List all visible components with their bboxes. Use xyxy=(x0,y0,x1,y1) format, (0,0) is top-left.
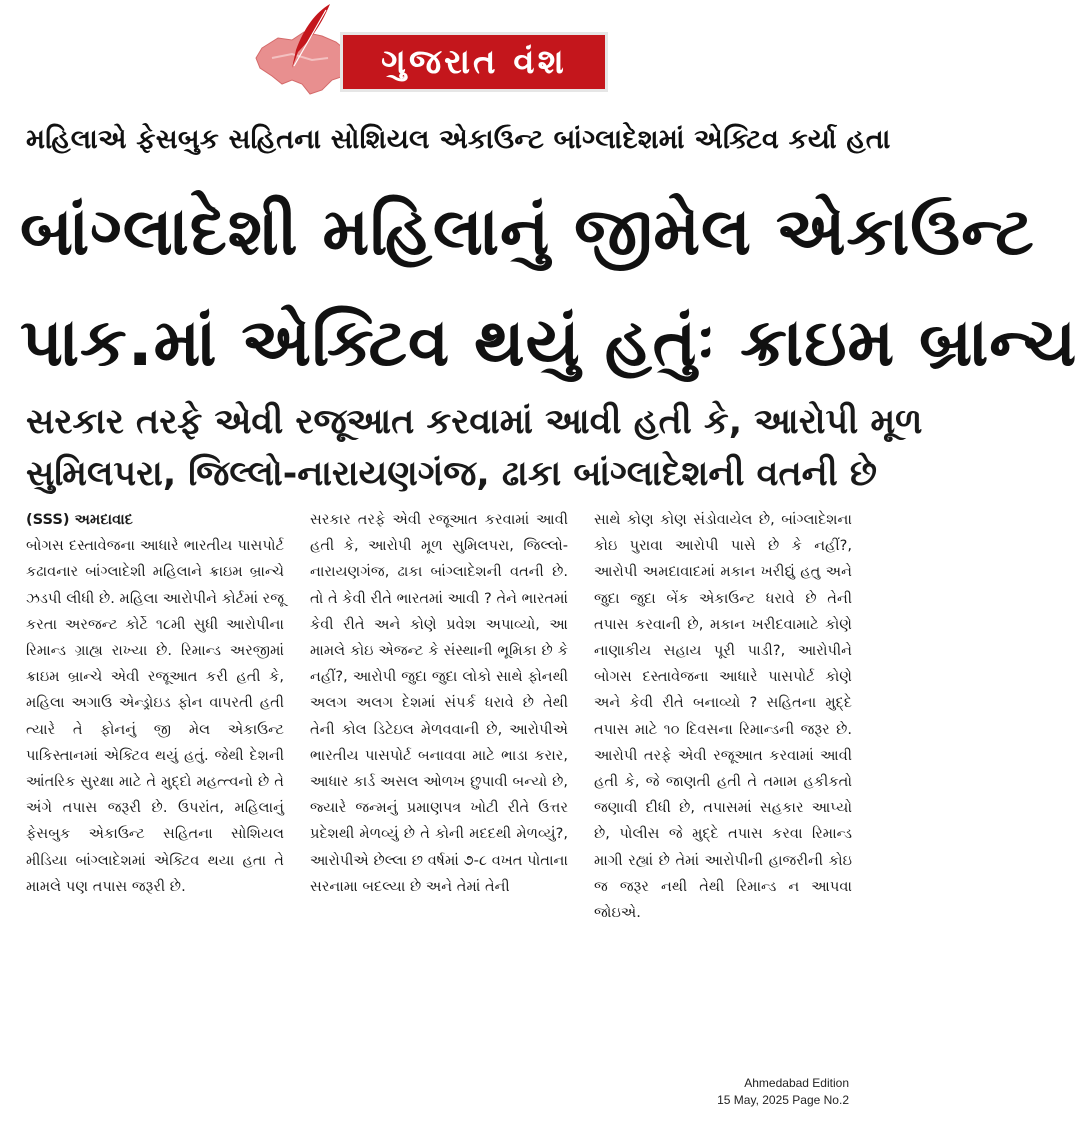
article-column-1 xyxy=(26,507,285,895)
edition-info xyxy=(717,1075,849,1109)
masthead xyxy=(0,0,859,108)
brand-logo xyxy=(340,32,608,92)
edition-name: Ahmedabad Edition xyxy=(744,1076,849,1090)
subhead-line-2: સુમિલપરા, જિલ્લો-નારાયણગંજ, ઢાકા બાંગ્લાદેશની વતની છે xyxy=(26,454,877,494)
column-2-text: સરકાર તરફે એવી રજૂઆત કરવામાં આવી હતી કે, આરોપી મૂળ સુમિલપરા, જિલ્લો-નારાયણગંજ, ઢાકા બાંગ્લાદેશની વતની છે. તો તે કેવી રીતે ભારતમાં આવી ? તેને ભારતમાં કેવી રીતે અને કોણે પ્રવેશ અપાવ્યો, આ મામલે કોઇ એજન્ટ કે સંસ્થાની ભૂમિકા છે કે નહીં?, આરોપી જુદા જુદા લોકો સાથે ફોનથી અલગ અલગ દેશમાં સંપર્ક ધરાવે છે તેથી તેની કોલ ડિટેઇલ મેળવવાની છે, આરોપીએ ભારતીય પાસપોર્ટ બનાવવા માટે ભાડા કરાર, આધાર કાર્ડ અસલ ઓળખ છુપાવી બન્યો છે, જ્યારે જન્મનું પ્રમાણપત્ર ખોટી રીતે ઉત્તર પ્રદેશથી મેળવ્યું છે તે કોની મદદથી મેળવ્યું?, આરોપીએ છેલ્લા છ વર્ષમાં ૭-૮ વખત પોતાના સરનામા બદલ્યા છે અને તેમાં તેની xyxy=(310,511,568,895)
article-column-3 xyxy=(594,507,852,922)
column-1-text: બોગસ દસ્તાવેજના આધારે ભારતીય પાસપોર્ટ કઢાવનાર બાંગ્લાદેશી મહિલાને ક્રાઇમ બ્રાન્ચે ઝડપી લીધી છે. મહિલા આરોપીને કોર્ટમાં રજૂ કરતા અરજન્ટ કોર્ટે ૧૮મી સુધી આરોપીના રિમાન્ડ ગ્રાહ્ય રાખ્યા છે. રિમાન્ડ અરજીમાં ક્રાઇમ બ્રાન્ચે એવી રજૂઆત કરી હતી કે, મહિલા અગાઉ એન્ડ્રોઇડ ફોન વાપરતી હતી ત્યારે તે ફોનનું જી મેલ એકાઉન્ટ પાકિસ્તાનમાં એક્ટિવ થયું હતું. જેથી દેશની આંતરિક સુરક્ષા માટે તે મુદ્દો મહત્ત્વનો છે તે અંગે તપાસ જરૂરી છે. ઉપરાંત, મહિલાનું ફેસબુક એકાઉન્ટ સહિતના સોશિયલ મીડિયા બાંગ્લાદેશમાં એક્ટિવ થયા હતા તે મામલે પણ તપાસ જરૂરી છે. xyxy=(26,537,285,895)
subhead-line-1: સરકાર તરફે એવી રજૂઆત કરવામાં આવી હતી કે, આરોપી મૂળ xyxy=(26,402,923,442)
article-body xyxy=(26,507,852,922)
brand-name: ગુજરાત વંશ xyxy=(381,42,567,82)
headline-line-2: પાક.માં એક્ટિવ થયું હતુંઃ ક્રાઇમ બ્રાન્ચ xyxy=(20,304,1077,381)
column-3-text: સાથે કોણ કોણ સંડોવાયેલ છે, બાંગ્લાદેશના કોઇ પુરાવા આરોપી પાસે છે કે નહીં?, આરોપી અમદાવાદમાં મકાન ખરીદ્યું હતુ અને જુદા જુદા બેંક એકાઉન્ટ ધરાવે છે તેની તપાસ કરવાની છે, મકાન ખરીદવામાટે કોણે નાણાકીય સહાય પૂરી પાડી?, આરોપીને બોગસ દસ્તાવેજના આધારે પાસપોર્ટ કોણે અને કેવી રીતે બનાવ્યો ? સહિતના મુદ્દે તપાસ માટે ૧૦ દિવસના રિમાન્ડની જરૂર છે. આરોપી તરફે એવી રજૂઆત કરવામાં આવી હતી કે, જે જાણતી હતી તે તમામ હકીકતો જણાવી દીધી છે, તપાસમાં સહકાર આપ્યો છે, પોલીસ જે મુદ્દે તપાસ કરવા રિમાન્ડ માગી રહ્યાં છે તેમાં આરોપીની હાજરીની કોઇ જ જરૂર નથી તેથી રિમાન્ડ ન આપવા જોઇએ. xyxy=(594,511,852,922)
article-column-2 xyxy=(310,507,568,895)
byline: (SSS) અમદાવાદ xyxy=(26,511,133,528)
quill-feather-icon xyxy=(286,2,336,72)
edition-date-page: 15 May, 2025 Page No.2 xyxy=(717,1093,849,1107)
headline-line-1: બાંગ્લાદેશી મહિલાનું જીમેલ એકાઉન્ટ xyxy=(20,193,1035,270)
kicker-line: મહિલાએ ફેસબુક સહિતના સોશિયલ એકાઉન્ટ બાંગ્લાદેશમાં એક્ટિવ કર્યા હતા xyxy=(26,124,891,155)
